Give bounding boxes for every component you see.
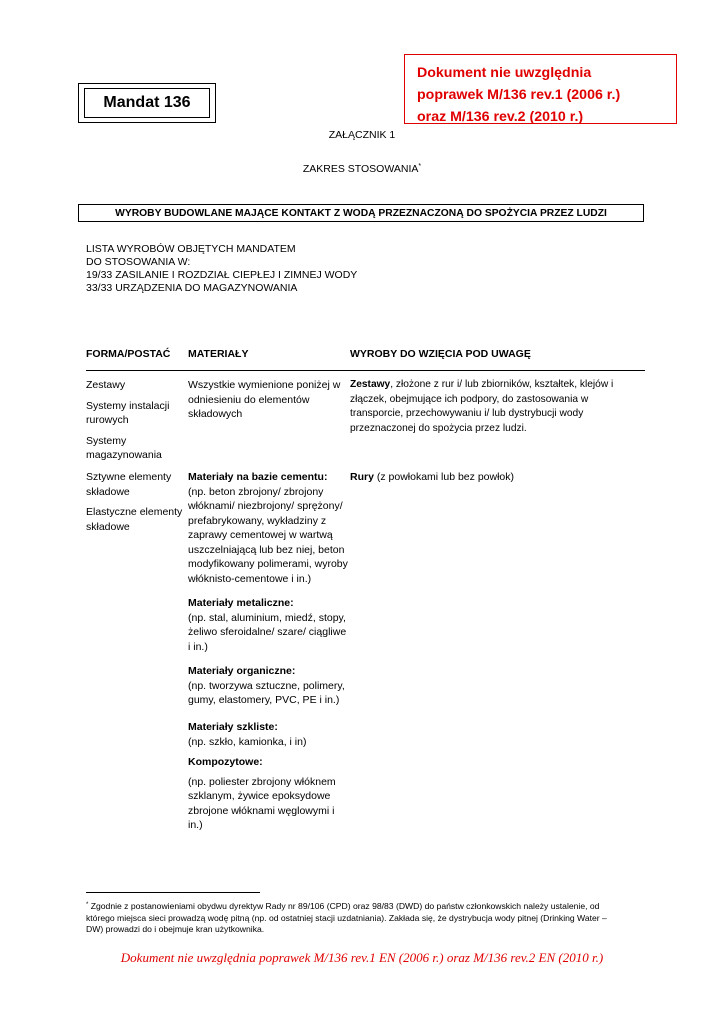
products-assemblies: Zestawy, złożone z rur i/ lub zbiorników, kształtek, klejów i złączek, obejmujące ich podpory, do zastosowania w transporcie, przechowywaniu i/ lub dystrybucji wody przeznaczonej do spożycia przez ludzi. bbox=[350, 379, 614, 434]
material-metal: Materiały metaliczne: (np. stal, aluminium, miedź, stopy, żeliwo sferoidalne/ szare/ ciągliwe i in.) bbox=[188, 597, 347, 653]
header-form: FORMA/POSTAĆ bbox=[86, 348, 171, 360]
footnote: * Zgodnie z postanowieniami obydwu dyrektyw Rady nr 89/106 (CPD) oraz 98/83 (DWD) do państw członkowskich należy ustalenie, od którego miejsca sieci prowadzą wodę pitną (np. od ostatniej stacji uzdatniania). Zakłada się, że dystrybucja wody pitnej (Drinking Water – DW) prowadzi do i obejmuje kran użytkownika. bbox=[86, 901, 607, 934]
notice-line-1: Dokument nie uwzględnia bbox=[417, 65, 592, 81]
product-list-line: 19/33 ZASILANIE I ROZDZIAŁ CIEPŁEJ I ZIMNEJ WODY bbox=[86, 269, 358, 281]
scope-box-title: WYROBY BUDOWLANE MAJĄCE KONTAKT Z WODĄ PRZEZNACZONĄ DO SPOŻYCIA PRZEZ LUDZI bbox=[78, 204, 644, 222]
material-composite: Kompozytowe: (np. poliester zbrojony włóknem szklanym, żywice epoksydowe zbrojone włóknami węglowymi i in.) bbox=[188, 756, 336, 831]
form-item: Systemy magazynowania bbox=[86, 434, 162, 461]
scope-label: ZAKRES STOSOWANIA bbox=[302, 163, 419, 175]
footnote-rule bbox=[86, 892, 260, 893]
form-item: Systemy instalacji rurowych bbox=[86, 399, 170, 426]
scope-footnote-mark: * bbox=[418, 163, 422, 170]
scope-heading bbox=[0, 163, 724, 175]
material-title: Materiały szkliste: bbox=[188, 721, 278, 733]
forms-group-2 bbox=[86, 470, 182, 534]
header-products: WYROBY DO WZIĘCIA POD UWAGĘ bbox=[350, 348, 531, 360]
footnote-mark: * bbox=[86, 902, 89, 908]
products-pipes bbox=[350, 470, 514, 485]
annex-label: ZAŁĄCZNIK 1 bbox=[328, 129, 396, 141]
mandate-title-box bbox=[78, 83, 216, 123]
notice-line-2: poprawek M/136 rev.1 (2006 r.) bbox=[417, 87, 621, 103]
material-title: Materiały organiczne: bbox=[188, 665, 296, 677]
material-cement: Materiały na bazie cementu: (np. beton zbrojony/ zbrojony włóknami/ niezbrojony/ sprężony/ prefabrykowany, wykładziny z zaprawy cementowej w wartwą uszczelniającą lub bez niej, beton modyfikowany polimerami, wyroby włóknisto-cementowe i in.) bbox=[188, 471, 348, 585]
forms-group-1 bbox=[86, 378, 169, 463]
form-item: Sztywne elementy składowe bbox=[86, 471, 172, 498]
product-list bbox=[86, 243, 357, 295]
notice-line-3: oraz M/136 rev.2 (2010 r.) bbox=[417, 109, 584, 125]
product-list-line: LISTA WYROBÓW OBJĘTYCH MANDATEM bbox=[86, 243, 296, 255]
form-item: Zestawy bbox=[86, 379, 126, 391]
product-desc: (z powłokami lub bez powłok) bbox=[373, 471, 514, 483]
bottom-revision-notice: Dokument nie uwzględnia poprawek M/136 rev.1 EN (2006 r.) oraz M/136 rev.2 EN (2010 r.) bbox=[120, 950, 604, 965]
materials-intro: Wszystkie wymienione poniżej w odniesieniu do elementów składowych bbox=[188, 379, 341, 420]
material-title: Materiały metaliczne: bbox=[188, 597, 294, 609]
material-organic: Materiały organiczne: (np. tworzywa sztuczne, polimery, gumy, elastomery, PVC, PE i in.) bbox=[188, 665, 345, 706]
product-title: Rury bbox=[350, 471, 374, 483]
form-item: Elastyczne elementy składowe bbox=[86, 506, 183, 533]
product-title: Zestawy bbox=[350, 379, 391, 390]
product-list-line: DO STOSOWANIA W: bbox=[86, 256, 191, 268]
header-materials: MATERIAŁY bbox=[188, 348, 249, 360]
mandate-title: Mandat 136 bbox=[84, 88, 210, 118]
product-list-line: 33/33 URZĄDZENIA DO MAGAZYNOWANIA bbox=[86, 282, 298, 294]
material-glass bbox=[188, 720, 306, 749]
material-desc: (np. szkło, kamionka, i in) bbox=[188, 735, 307, 748]
table-header-rule bbox=[86, 370, 645, 371]
material-title: Materiały na bazie cementu: bbox=[188, 471, 328, 483]
revision-notice-box bbox=[404, 54, 677, 124]
material-title: Kompozytowe: bbox=[188, 756, 263, 768]
